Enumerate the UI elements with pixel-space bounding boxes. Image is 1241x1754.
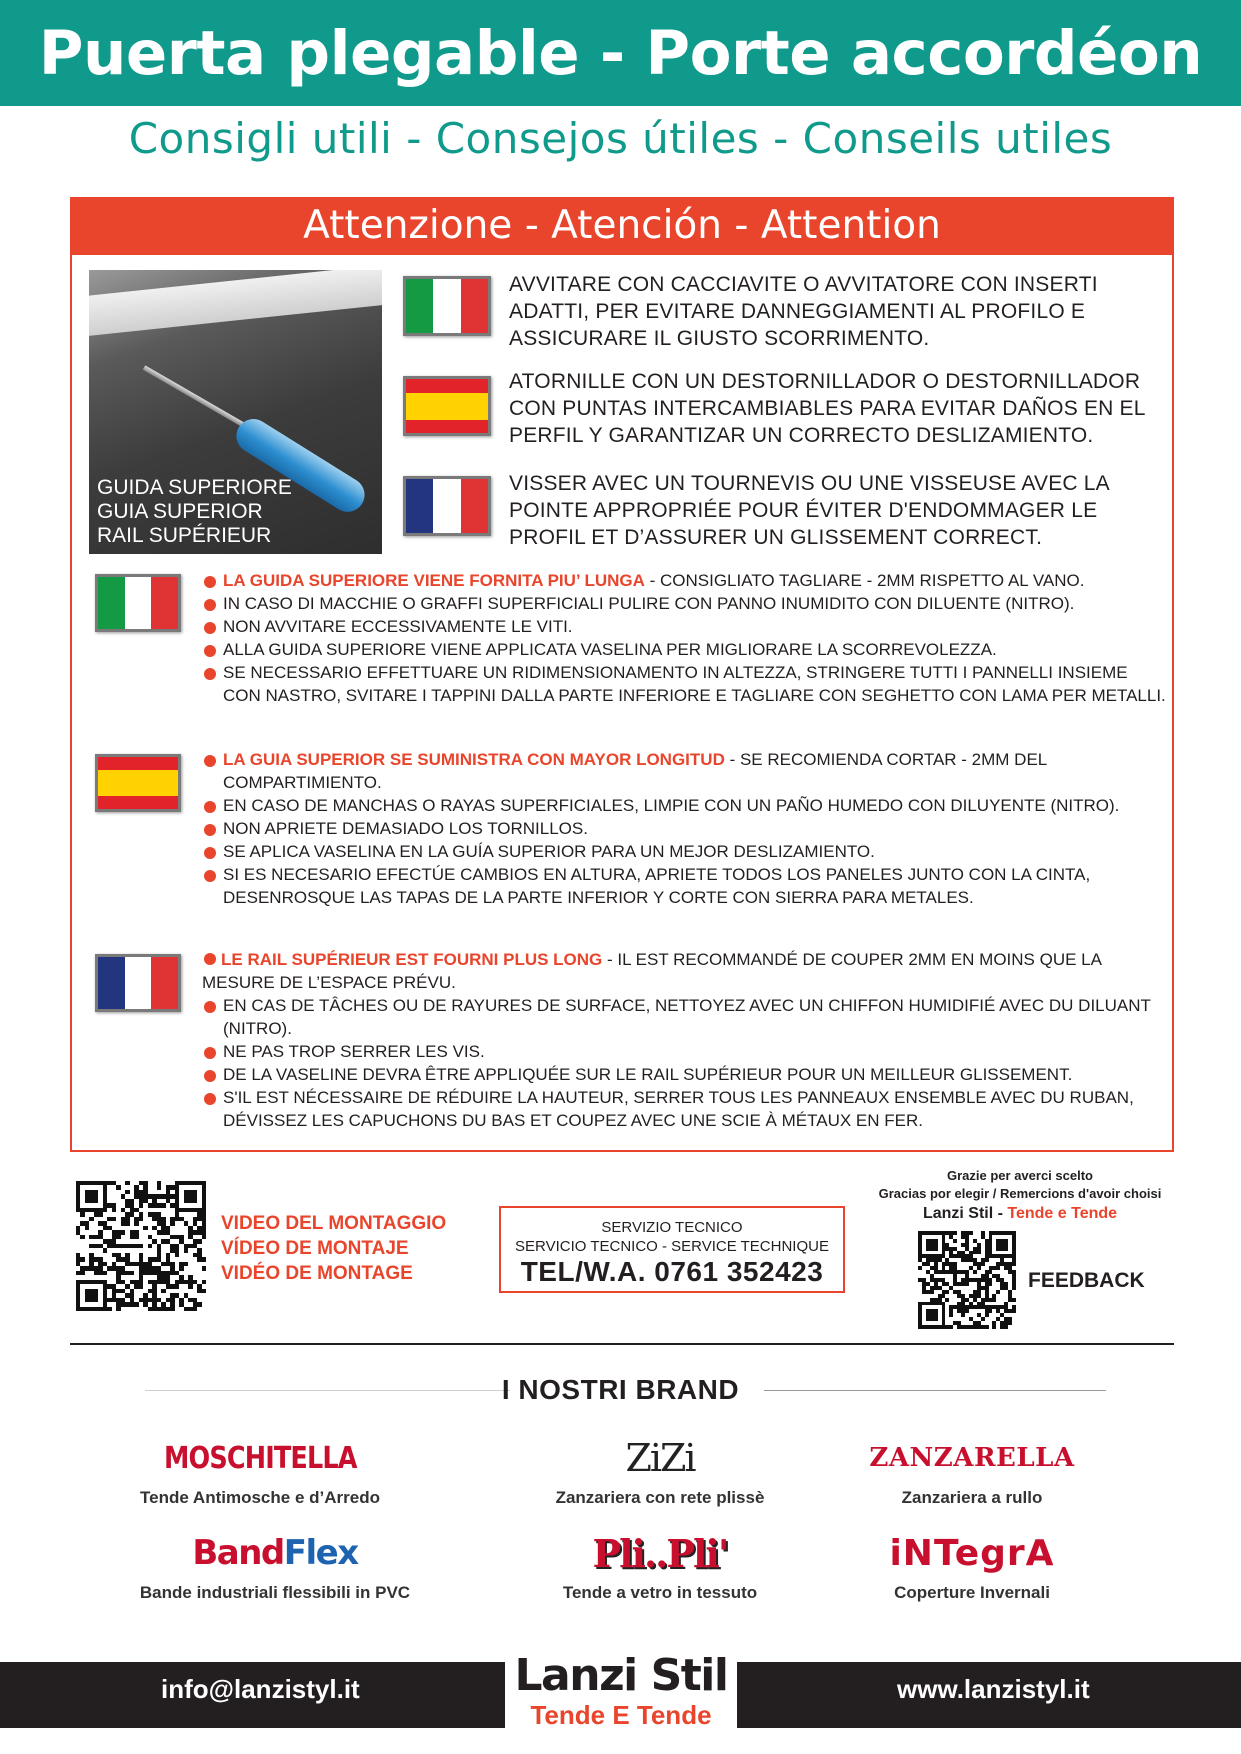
tip-highlight: LE RAIL SUPÉRIEUR EST FOURNI PLUS LONG xyxy=(221,950,603,969)
thanks-brand xyxy=(860,1203,1180,1225)
divider xyxy=(70,1343,1174,1345)
tip-highlight: LA GUIA SUPERIOR SE SUMINISTRA CON MAYOR LONGITUD xyxy=(223,750,725,769)
caption-it: GUIDA SUPERIORE xyxy=(97,476,292,499)
tips-fr xyxy=(202,948,1167,1132)
thanks-brand-name: Lanzi Stil - xyxy=(922,1205,1008,1222)
spanish-flag-icon xyxy=(95,754,181,812)
tip-item: NON AVVITARE ECCESSIVAMENTE LE VITI. xyxy=(202,615,1167,638)
service-title-es-fr: SERVICIO TECNICO - SERVICE TECHNIQUE xyxy=(515,1238,829,1255)
tip-item: NE PAS TROP SERRER LES VIS. xyxy=(202,1040,1167,1063)
caption-es: GUIA SUPERIOR xyxy=(97,500,263,523)
tips-it xyxy=(202,569,1167,707)
tip-item xyxy=(202,748,1167,794)
attention-title: Attenzione - Atención - Attention xyxy=(72,199,1172,255)
photo-caption xyxy=(97,476,292,548)
thanks-es-fr: Gracias por elegir / Remercions d'avoir choisi xyxy=(878,1186,1162,1201)
video-label-it: VIDEO DEL MONTAGGIO xyxy=(221,1213,447,1234)
brand-tagline: Zanzariera con rete plissè xyxy=(555,1488,765,1507)
instruction-fr: VISSER AVEC UN TOURNEVIS OU UNE VISSEUSE AVEC LA POINTE APPROPRIÉE POUR ÉVITER D'ENDOMMAGER LE PROFIL ET D’ASSURER UN GLISSEMENT CORRECT. xyxy=(509,472,1109,549)
bullet-icon xyxy=(204,953,216,965)
caption-fr: RAIL SUPÉRIEUR xyxy=(97,524,272,547)
tip-item xyxy=(202,948,1167,994)
tip-item: SE NECESSARIO EFFETTUARE UN RIDIMENSIONAMENTO IN ALTEZZA, STRINGERE TUTTI I PANNELLI INSIEME CON NASTRO, SVITARE I TAPPINI DALLA PARTE INFERIORE E TAGLIARE CON SEGHETTO CON LAMA PER METALLI. xyxy=(202,661,1167,707)
bandflex-logo: BandFlex xyxy=(192,1533,358,1573)
tip-item: DE LA VASELINE DEVRA ÊTRE APPLIQUÉE SUR LE RAIL SUPÉRIEUR POUR UN MEILLEUR GLISSEMENT. xyxy=(202,1063,1167,1086)
brand-tagline: Coperture Invernali xyxy=(894,1583,1050,1602)
video-label-es: VÍDEO DE MONTAJE xyxy=(221,1238,409,1259)
thanks-it: Grazie per averci scelto xyxy=(947,1168,1093,1183)
french-flag-icon xyxy=(95,954,181,1012)
title-banner xyxy=(0,0,1241,106)
plipli-logo: Pli..Pli' xyxy=(592,1530,728,1576)
tip-text: - IL EST RECOMMANDÉ DE COUPER 2MM EN MOINS QUE LA MESURE DE L’ESPACE PRÉVU. xyxy=(202,950,1102,992)
tips-es xyxy=(202,748,1167,909)
spanish-flag-icon xyxy=(403,376,491,436)
page-title: Puerta plegable - Porte accordéon xyxy=(38,17,1203,89)
tip-text: - SE RECOMIENDA CORTAR - 2MM DEL COMPARTIMIENTO. xyxy=(223,750,1047,792)
brand-tagline: Bande industriali flessibili in PVC xyxy=(139,1583,411,1602)
brand-tagline: Zanzariera a rullo xyxy=(901,1488,1043,1507)
video-montage-links[interactable] xyxy=(221,1211,446,1286)
tip-item: ALLA GUIDA SUPERIORE VIENE APPLICATA VASELINA PER MIGLIORARE LA SCORREVOLEZZA. xyxy=(202,638,1167,661)
logo-main: Lanzi Stil xyxy=(514,1650,728,1701)
tip-item: SE APLICA VASELINA EN LA GUÍA SUPERIOR PARA UN MEJOR DESLIZAMIENTO. xyxy=(202,840,1167,863)
tip-item: EN CAS DE TÂCHES OU DE RAYURES DE SURFACE, NETTOYEZ AVEC UN CHIFFON HUMIDIFIÉ AVEC DU DILUANT (NITRO). xyxy=(202,994,1167,1040)
integra-logo: iNTegrA xyxy=(889,1532,1055,1574)
brands-title: I NOSTRI BRAND xyxy=(501,1374,740,1405)
tip-item: EN CASO DE MANCHAS O RAYAS SUPERFICIALES, LIMPIE CON UN PAÑO HUMEDO CON DILUYENTE (NITRO). xyxy=(202,794,1167,817)
tip-item: SI ES NECESARIO EFECTÚE CAMBIOS EN ALTURA, APRIETE TODOS LOS PANELES JUNTO CON LA CINTA, DESENROSQUE LAS TAPAS DE LA PARTE INFERIOR Y CORTE CON SIERRA PARA METALES. xyxy=(202,863,1167,909)
french-flag-icon xyxy=(403,476,491,536)
zanzarella-logo: ZANZARELLA xyxy=(869,1443,1075,1473)
logo-sub: Tende E Tende xyxy=(530,1700,712,1730)
tip-text: - CONSIGLIATO TAGLIARE - 2MM RISPETTO AL VANO. xyxy=(644,571,1085,590)
website-link[interactable]: www.lanzistyl.it xyxy=(897,1674,1090,1704)
technical-service-box xyxy=(499,1206,845,1293)
thanks-brand-tagline: Tende e Tende xyxy=(1007,1205,1118,1222)
instruction-es: ATORNILLE CON UN DESTORNILLADOR O DESTORNILLADOR CON PUNTAS INTERCAMBIABLES PARA EVITAR DAÑOS EN EL PERFIL Y GARANTIZAR UN CORRECTO DESLIZAMIENTO. xyxy=(509,370,1145,447)
zizi-logo: ZiZi xyxy=(625,1436,695,1480)
brand-plipli[interactable] xyxy=(495,1527,825,1603)
tip-item: NON APRIETE DEMASIADO LOS TORNILLOS. xyxy=(202,817,1167,840)
feedback-label: FEEDBACK xyxy=(1028,1269,1145,1292)
page-subtitle: Consigli utili - Consejos útiles - Conseils utiles xyxy=(128,114,1113,163)
email-link[interactable]: info@lanzistyl.it xyxy=(161,1674,360,1704)
feedback-qr-code[interactable] xyxy=(918,1231,1016,1329)
service-phone[interactable]: TEL/W.A. 0761 352423 xyxy=(520,1256,824,1287)
tip-item xyxy=(202,569,1167,592)
brand-tagline: Tende Antimosche e d’Arredo xyxy=(140,1488,380,1507)
video-label-fr: VIDÉO DE MONTAGE xyxy=(221,1263,413,1284)
instruction-it: AVVITARE CON CACCIAVITE O AVVITATORE CON INSERTI ADATTI, PER EVITARE DANNEGGIAMENTI AL PROFILO E ASSICURARE IL GIUSTO SCORRIMENTO. xyxy=(509,273,1098,350)
italian-flag-icon xyxy=(403,276,491,336)
brand-tagline: Tende a vetro in tessuto xyxy=(562,1583,758,1602)
lanzi-stil-logo xyxy=(505,1648,737,1736)
service-title-it: SERVIZIO TECNICO xyxy=(601,1219,743,1236)
screwdriver-photo xyxy=(89,270,382,554)
brand-zizi[interactable] xyxy=(495,1432,825,1508)
brand-moschitella[interactable] xyxy=(95,1432,425,1508)
rail-shape xyxy=(89,270,382,337)
brand-integra[interactable] xyxy=(807,1527,1137,1603)
brand-zanzarella[interactable] xyxy=(807,1432,1137,1508)
thanks-block xyxy=(860,1167,1180,1225)
tip-item: IN CASO DI MACCHIE O GRAFFI SUPERFICIALI PULIRE CON PANNO INUMIDITO CON DILUENTE (NITRO). xyxy=(202,592,1167,615)
brand-bandflex[interactable] xyxy=(139,1527,411,1603)
italian-flag-icon xyxy=(95,574,181,632)
video-qr-code[interactable] xyxy=(76,1181,206,1311)
moschitella-logo: MOSCHITELLA xyxy=(163,1440,357,1476)
tip-item: S'IL EST NÉCESSAIRE DE RÉDUIRE LA HAUTEUR, SERRER TOUS LES PANNEAUX ENSEMBLE AVEC DU RUBAN, DÉVISSEZ LES CAPUCHONS DU BAS ET COUPEZ AVEC UNE SCIE À MÉTAUX EN FER. xyxy=(202,1086,1167,1132)
attention-panel xyxy=(70,197,1174,1152)
tip-highlight: LA GUIDA SUPERIORE VIENE FORNITA PIU’ LUNGA xyxy=(223,571,645,590)
